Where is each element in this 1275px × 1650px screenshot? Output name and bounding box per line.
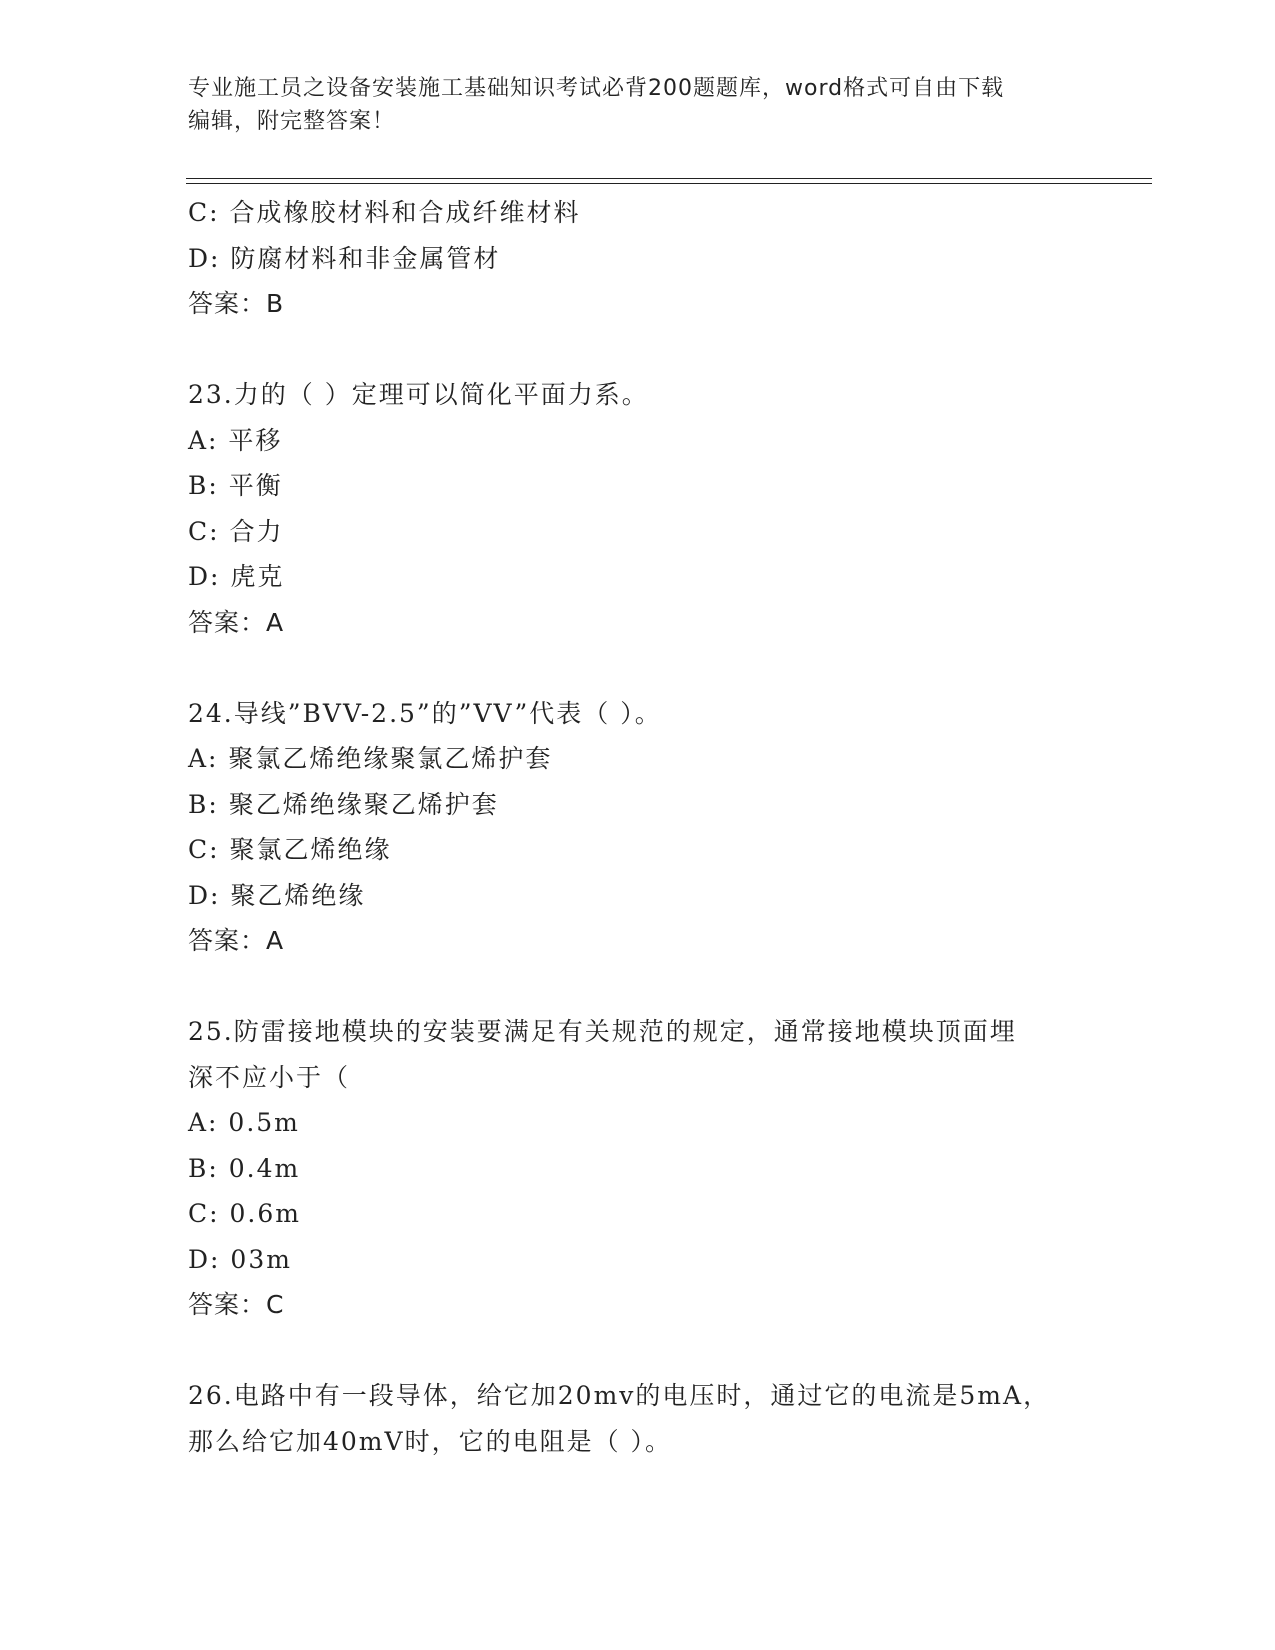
question-spacer (188, 327, 1088, 373)
question-23 (188, 372, 1088, 645)
question-22-tail (188, 190, 1088, 327)
option-c: C: 合力 (188, 516, 284, 546)
question-spacer (188, 1328, 1088, 1374)
option-b: B: 0.4m (188, 1153, 301, 1183)
question-25 (188, 1009, 1088, 1328)
option-d: D: 虎克 (188, 562, 285, 591)
answer-label: 答案：B (188, 289, 285, 318)
question-spacer (188, 645, 1088, 691)
option-c: C: 合成橡胶材料和合成纤维材料 (188, 198, 581, 227)
question-stem: 23.力的（ ）定理可以简化平面力系。 (188, 380, 649, 409)
option-c: C: 0.6m (188, 1199, 301, 1228)
option-a: A: 0.5m (188, 1108, 300, 1137)
option-d: D: 防腐材料和非金属管材 (188, 243, 501, 273)
question-stem: 24.导线”BVV-2.5”的”VV”代表（ ）。 (188, 698, 662, 728)
question-24 (188, 691, 1088, 964)
header-line-1: 专业施工员之设备安装施工基础知识考试必背200题题库，word格式可自由下载 (188, 76, 1005, 101)
question-spacer (188, 964, 1088, 1010)
question-list (188, 190, 1088, 1464)
question-stem-line-2: 那么给它加40mV时，它的电阻是（ ）。 (188, 1426, 673, 1456)
option-c: C: 聚氯乙烯绝缘 (188, 835, 392, 864)
question-26 (188, 1373, 1088, 1464)
question-stem-line-1: 25.防雷接地模块的安装要满足有关规范的规定，通常接地模块顶面埋 (188, 1017, 1017, 1046)
answer-label: 答案：A (188, 607, 285, 637)
answer-label: 答案：A (188, 926, 285, 955)
header-line-2: 编辑，附完整答案！ (188, 109, 396, 134)
option-b: B: 平衡 (188, 471, 283, 500)
option-a: A: 平移 (188, 425, 283, 455)
question-stem-line-1: 26.电路中有一段导体，给它加20mv的电压时，通过它的电流是5mA， (188, 1381, 1051, 1410)
document-header (188, 72, 1068, 138)
answer-label: 答案：C (188, 1290, 285, 1319)
option-a: A: 聚氯乙烯绝缘聚氯乙烯护套 (188, 744, 553, 773)
header-rule-bottom (186, 183, 1152, 184)
option-d: D: 03m (188, 1244, 292, 1274)
option-b: B: 聚乙烯绝缘聚乙烯护套 (188, 789, 499, 819)
question-stem-line-2: 深不应小于（ (188, 1062, 351, 1092)
header-rule-top (186, 178, 1152, 179)
option-d: D: 聚乙烯绝缘 (188, 880, 366, 910)
